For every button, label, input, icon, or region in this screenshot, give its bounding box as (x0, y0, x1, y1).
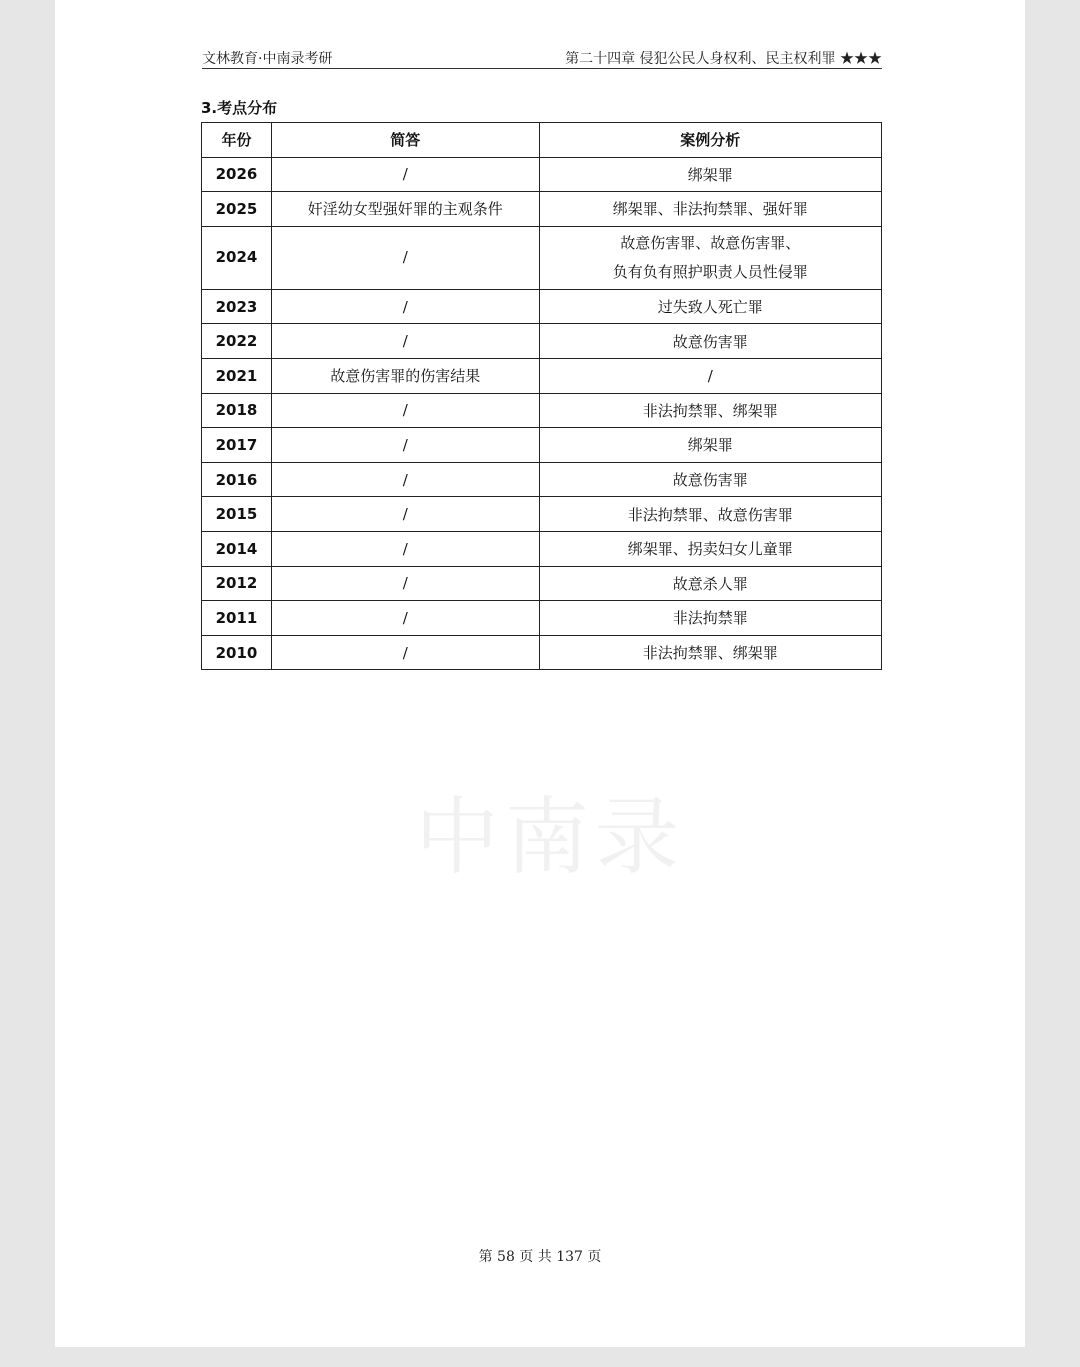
cell-case-analysis (539, 157, 881, 192)
cell-year: 2026 (202, 157, 272, 192)
cell-short-answer: / (271, 324, 539, 359)
case-analysis-line: 故意伤害罪 (672, 471, 748, 490)
cell-case-analysis (539, 289, 881, 324)
case-analysis-line: 故意伤害罪、故意伤害罪、 (620, 233, 801, 252)
case-analysis-line: 非法拘禁罪 (672, 609, 748, 628)
table-row (202, 192, 882, 227)
page-footer: 第 58 页 共 137 页 (478, 1249, 602, 1265)
table-row (202, 462, 882, 497)
cell-case-analysis (539, 358, 881, 393)
table-row (202, 289, 882, 324)
cell-year: 2014 (202, 531, 272, 566)
cell-year: 2010 (202, 635, 272, 670)
cell-year: 2025 (202, 192, 272, 227)
cell-year: 2012 (202, 566, 272, 601)
table-row (202, 157, 882, 192)
cell-short-answer: / (271, 635, 539, 670)
table-row (202, 531, 882, 566)
cell-year: 2021 (202, 358, 272, 393)
table-row (202, 428, 882, 463)
case-analysis-line: 绑架罪、拐卖妇女儿童罪 (627, 540, 793, 559)
cell-short-answer: / (271, 601, 539, 636)
cell-case-analysis (539, 393, 881, 428)
column-header-short-answer: 简答 (271, 123, 539, 158)
cell-year: 2023 (202, 289, 272, 324)
cell-case-analysis (539, 192, 881, 227)
cell-year: 2022 (202, 324, 272, 359)
case-analysis-line: 绑架罪 (687, 165, 733, 184)
case-analysis-line: 非法拘禁罪、绑架罪 (642, 401, 778, 420)
cell-short-answer: / (271, 462, 539, 497)
cell-short-answer: 奸淫幼女型强奸罪的主观条件 (271, 192, 539, 227)
cell-case-analysis (539, 428, 881, 463)
cell-short-answer: 故意伤害罪的伤害结果 (271, 358, 539, 393)
cell-short-answer: / (271, 226, 539, 289)
case-analysis-line: 绑架罪、非法拘禁罪、强奸罪 (612, 200, 808, 219)
cell-case-analysis (539, 566, 881, 601)
cell-short-answer: / (271, 289, 539, 324)
header-chapter-title: 第二十四章 侵犯公民人身权利、民主权利罪 ★★★ (565, 51, 882, 67)
table-row (202, 324, 882, 359)
case-analysis-line: 非法拘禁罪、故意伤害罪 (627, 505, 793, 524)
watermark: 中南录 (415, 788, 686, 886)
case-analysis-line: / (707, 366, 713, 385)
cell-short-answer: / (271, 157, 539, 192)
cell-short-answer: / (271, 428, 539, 463)
document-page (55, 0, 1025, 1347)
cell-short-answer: / (271, 393, 539, 428)
case-analysis-line: 非法拘禁罪、绑架罪 (642, 644, 778, 663)
cell-case-analysis (539, 324, 881, 359)
cell-case-analysis (539, 497, 881, 532)
cell-case-analysis (539, 601, 881, 636)
table-body (202, 157, 882, 670)
table-row (202, 226, 882, 289)
cell-year: 2018 (202, 393, 272, 428)
table-row (202, 497, 882, 532)
cell-case-analysis (539, 226, 881, 289)
cell-year: 2015 (202, 497, 272, 532)
cell-short-answer: / (271, 531, 539, 566)
column-header-case-analysis: 案例分析 (539, 123, 881, 158)
case-analysis-line: 负有负有照护职责人员性侵罪 (612, 262, 808, 281)
table-header-row (202, 123, 882, 158)
section-title: 3.考点分布 (201, 99, 278, 117)
table-row (202, 358, 882, 393)
cell-case-analysis (539, 462, 881, 497)
table-row (202, 635, 882, 670)
exam-distribution-table (201, 122, 882, 670)
case-analysis-line: 过失致人死亡罪 (657, 298, 763, 317)
page-header (202, 46, 882, 69)
column-header-year: 年份 (202, 123, 272, 158)
table-row (202, 566, 882, 601)
case-analysis-line: 故意杀人罪 (672, 574, 748, 593)
cell-year: 2016 (202, 462, 272, 497)
cell-short-answer: / (271, 497, 539, 532)
cell-year: 2024 (202, 226, 272, 289)
table-row (202, 601, 882, 636)
cell-year: 2017 (202, 428, 272, 463)
case-analysis-line: 绑架罪 (687, 436, 733, 455)
header-publisher: 文林教育·中南录考研 (202, 51, 333, 67)
table-row (202, 393, 882, 428)
cell-year: 2011 (202, 601, 272, 636)
cell-short-answer: / (271, 566, 539, 601)
case-analysis-line: 故意伤害罪 (672, 332, 748, 351)
cell-case-analysis (539, 531, 881, 566)
cell-case-analysis (539, 635, 881, 670)
